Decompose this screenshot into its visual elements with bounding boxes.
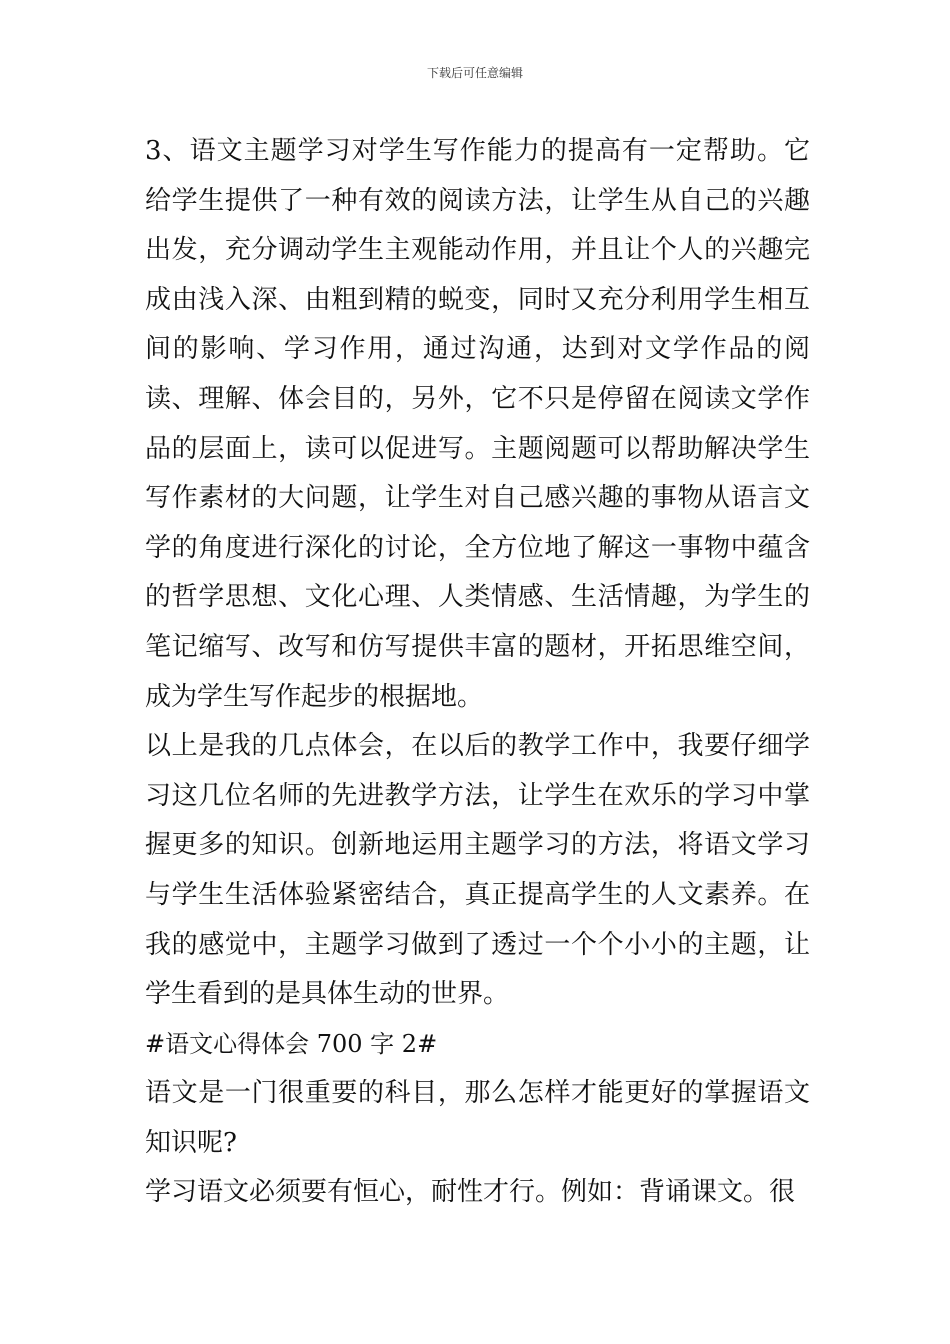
paragraph-2: 以上是我的几点体会，在以后的教学工作中，我要仔细学习这几位名师的先进教学方法，让学生在欢乐的学习中掌握更多的知识。创新地运用主题学习的方法，将语文学习与学生生活体验紧密结合，真正提高学生的人文素养。在我的感觉中，主题学习做到了透过一个个小小的主题，让学生看到的是具体生动的世界。 bbox=[145, 731, 810, 1010]
page-header: 下载后可任意编辑 bbox=[426, 66, 523, 80]
document-body bbox=[145, 127, 810, 1218]
paragraph-3: 语文是一门很重要的科目，那么怎样才能更好的掌握语文知识呢? bbox=[145, 1078, 810, 1158]
section-heading: #语文心得体会 700 字 2# bbox=[145, 1029, 438, 1058]
paragraph-4: 学习语文必须要有恒心，耐性才行。例如：背诵课文。很 bbox=[145, 1177, 796, 1208]
paragraph-1: 3、语文主题学习对学生写作能力的提高有一定帮助。它给学生提供了一种有效的阅读方法，让学生从自己的兴趣出发，充分调动学生主观能动作用，并且让个人的兴趣完成由浅入深、由粗到精的蜕变，同时又充分利用学生相互间的影响、学习作用，通过沟通，达到对文学作品的阅读、理解、体会目的，另外，它不只是停留在阅读文学作品的层面上，读可以促进写。主题阅题可以帮助解决学生写作素材的大问题，让学生对自己感兴趣的事物从语言文学的角度进行深化的讨论，全方位地了解这一事物中蕴含的哲学思想、文化心理、人类情感、生活情趣，为学生的笔记缩写、改写和仿写提供丰富的题材，开拓思维空间，成为学生写作起步的根据地。 bbox=[145, 136, 810, 712]
